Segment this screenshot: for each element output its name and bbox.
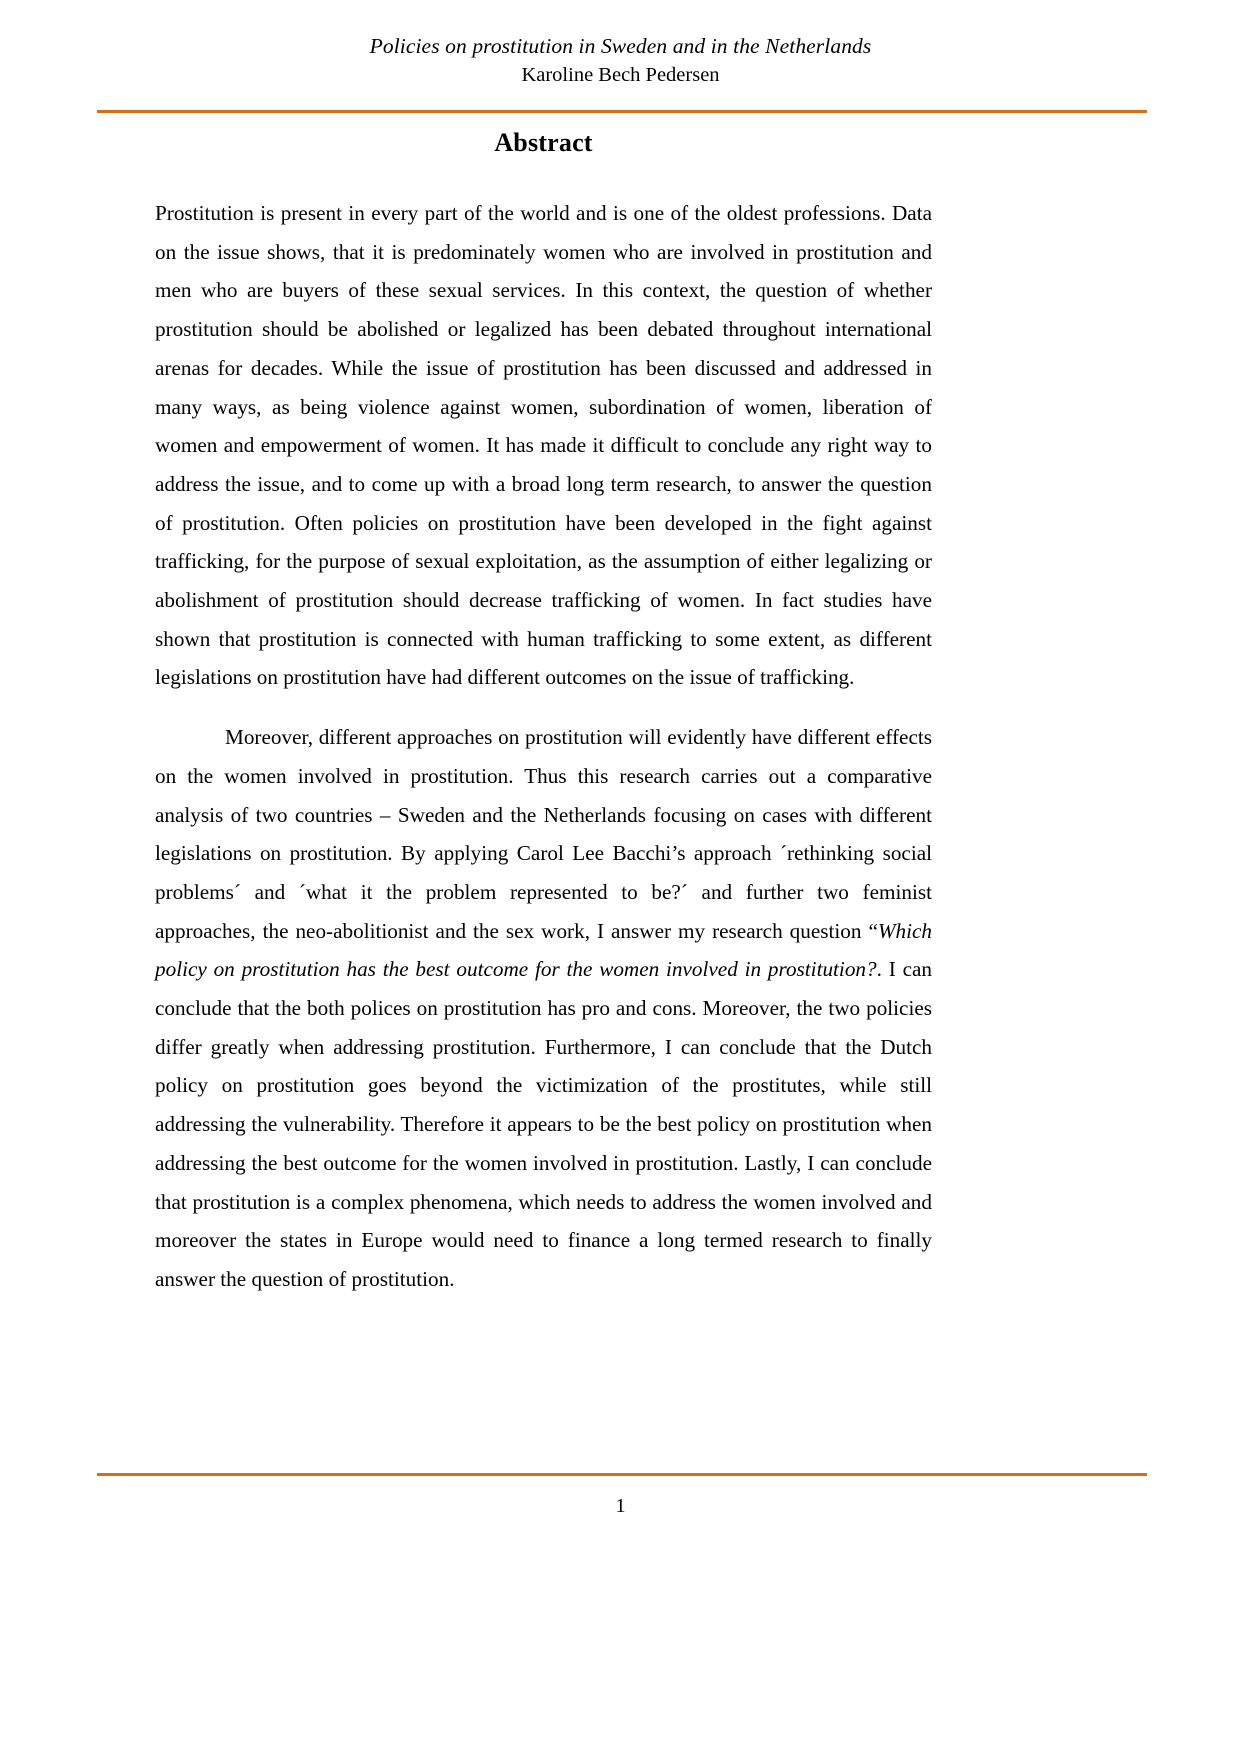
paragraph-2-segment-2: . I can conclude that the both polices on prostitution has pro and cons. Moreover, the two policies differ greatly when addressing prostitution. Furthermore, I can conclude that the Dutch policy on prostitution goes beyond the victimization of the prostitutes, while still addressing the vulnerability. Therefore it appears to be the best policy on prostitution when addressing the best outcome for the women involved in prostitution. Lastly, I can conclude that prostitution is a complex phenomena, which needs to address the women involved and moreover the states in Europe would need to finance a long termed research to finally answer the question of prostitution. — [155, 957, 932, 1291]
abstract-paragraph-2 — [155, 718, 932, 1299]
research-question-quote: Which policy on prostitution has the best outcome for the women involved in prostitution? — [155, 918, 932, 982]
abstract-paragraph-1: Prostitution is present in every part of the world and is one of the oldest professions. Data on the issue shows, that it is predominately women who are involved in prostitution and men who are buyers of these sexual services. In this context, the question of whether prostitution should be abolished or legalized has been debated throughout international arenas for decades. While the issue of prostitution has been discussed and addressed in many ways, as being violence against women, subordination of women, liberation of women and empowerment of women. It has made it difficult to conclude any right way to address the issue, and to come up with a broad long term research, to answer the question of prostitution. Often policies on prostitution have been developed in the fight against trafficking, for the purpose of sexual exploitation, as the assumption of either legalizing or abolishment of prostitution should decrease trafficking of women. In fact studies have shown that prostitution is connected with human trafficking to some extent, as different legislations on prostitution have had different outcomes on the issue of trafficking. — [155, 201, 932, 690]
running-header — [100, 32, 1141, 90]
header-document-title: Policies on prostitution in Sweden and in the Netherlands — [369, 34, 872, 58]
paragraph-2-segment-1: Moreover, different approaches on prostitution will evidently have different effects on the women involved in prostitution. Thus this research carries out a comparative analysis of two countries – Sweden and the Netherlands focusing on cases with different legislations on prostitution. By applying Carol Lee Bacchi’s approach ´rethinking social problems´ and ´what it the problem represented to be?´ and further two feminist approaches, the neo-abolitionist and the sex work, I answer my research question “ — [155, 725, 932, 943]
running-footer — [100, 1494, 1141, 1519]
header-author-name: Karoline Bech Pedersen — [521, 64, 720, 87]
page-number: 1 — [615, 1495, 626, 1517]
document-body — [155, 128, 932, 1303]
header-divider-rule — [97, 110, 1147, 113]
page-title: Abstract — [494, 128, 593, 157]
footer-divider-rule — [97, 1473, 1147, 1476]
